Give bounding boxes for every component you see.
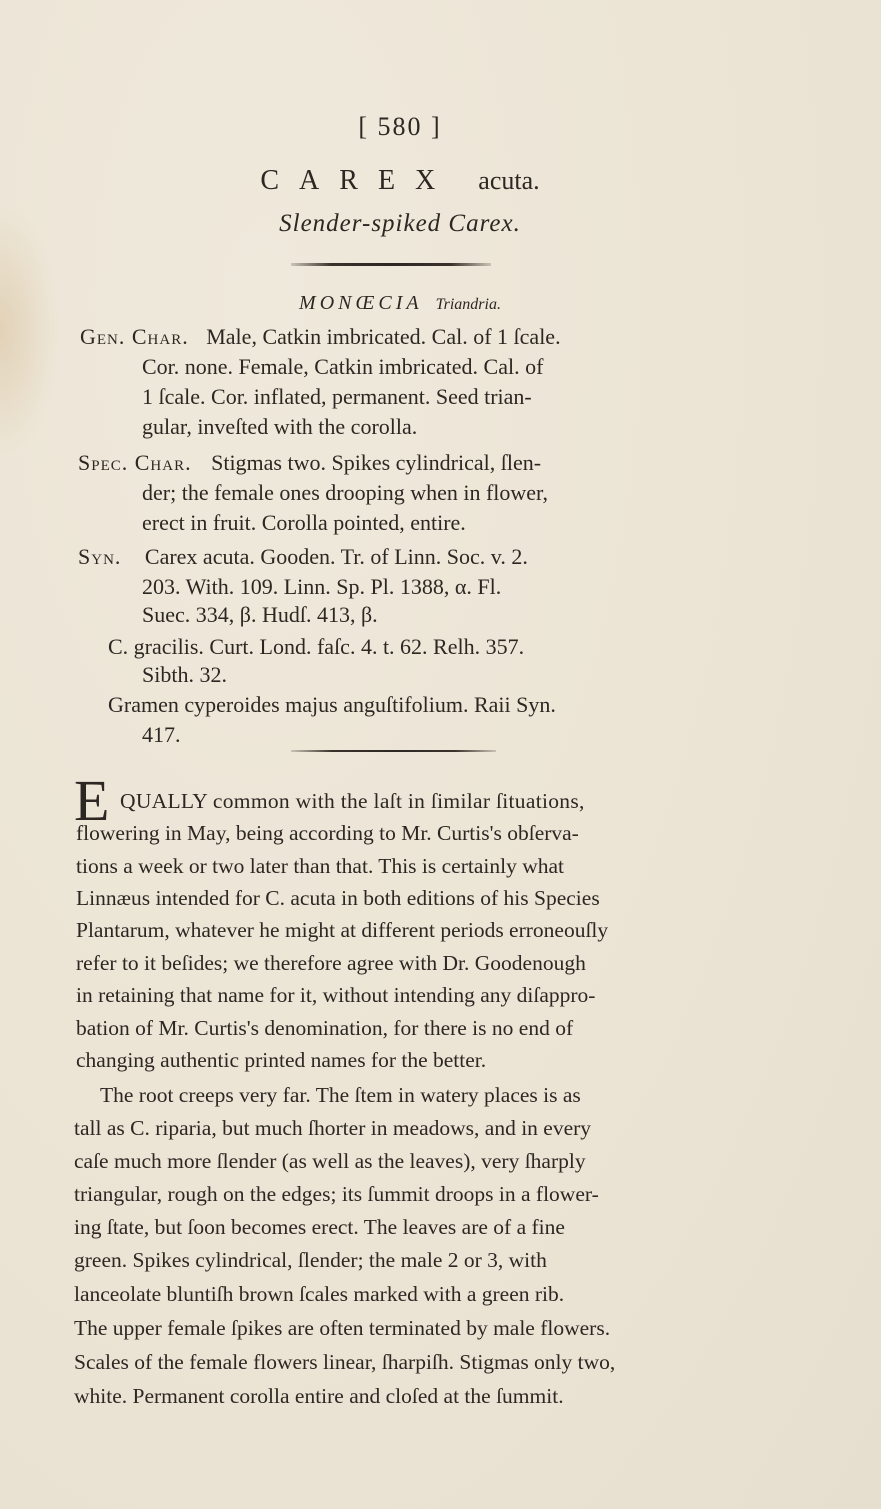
gen-char-line-4: gular, inveſted with the corolla. <box>142 414 418 439</box>
class-name: MONŒCIA <box>299 292 423 314</box>
para1-line-6: refer to it beſides; we therefore agree with Dr. Goodenough <box>76 951 586 975</box>
para2-line-10: white. Permanent corolla entire and cloſed at the ſummit. <box>74 1384 564 1408</box>
para1-line-3: tions a week or two later than that. This is certainly what <box>76 854 565 878</box>
syn-line-6: Gramen cyperoides majus anguſtifolium. Raii Syn. <box>108 692 556 717</box>
para2-line-6: green. Spikes cylindrical, ſlender; the male 2 or 3, with <box>74 1248 547 1272</box>
para2-line-8: The upper female ſpikes are often terminated by male flowers. <box>74 1316 611 1340</box>
syn-line-2: 203. With. 109. Linn. Sp. Pl. 1388, α. Fl. <box>142 574 502 599</box>
spec-char-line-2: der; the female ones drooping when in flower, <box>142 480 548 505</box>
para1-line-5: Plantarum, whatever he might at different periods erroneouſly <box>76 918 609 942</box>
syn-line-3: Suec. 334, β. Hudſ. 413, β. <box>142 602 378 627</box>
spec-char-line-1 <box>78 448 541 478</box>
para2-line-5: ing ſtate, but ſoon becomes erect. The leaves are of a fine <box>74 1215 565 1239</box>
para2-line-7: lanceolate bluntiſh brown ſcales marked with a green rib. <box>74 1282 565 1306</box>
species-epithet: acuta. <box>478 166 540 195</box>
spec-char-line-3: erect in fruit. Corolla pointed, entire. <box>142 510 466 535</box>
para1-line-8: bation of Mr. Curtis's denomination, for there is no end of <box>76 1016 574 1040</box>
para1-line-7: in retaining that name for it, without intending any diſappro- <box>76 983 596 1007</box>
para1-line-9: changing authentic printed names for the better. <box>76 1048 487 1072</box>
syn-line-1 <box>78 542 528 572</box>
order-name: Triandria. <box>435 296 501 313</box>
common-name: Slender-spiked Carex. <box>279 210 521 237</box>
gen-char-text: Male, Catkin imbricated. Cal. of 1 ſcale. <box>206 324 561 349</box>
syn-line-7: 417. <box>142 722 181 747</box>
species-heading <box>0 165 800 197</box>
linnaean-class <box>0 292 800 315</box>
syn-line-5: Sibth. 32. <box>142 662 227 687</box>
para1-line-4: Linnæus intended for C. acuta in both editions of his Species <box>76 886 600 910</box>
gen-char-line-3: 1 ſcale. Cor. inflated, permanent. Seed trian- <box>142 384 532 409</box>
para1-line-2: flowering in May, being according to Mr. Curtis's obſerva- <box>76 821 579 845</box>
syn-text: Carex acuta. Gooden. Tr. of Linn. Soc. v. 2. <box>144 544 528 569</box>
para2-line-1: The root creeps very far. The ſtem in watery places is as <box>100 1083 581 1107</box>
divider-top <box>291 263 491 266</box>
para2-line-2: tall as C. riparia, but much ſhorter in meadows, and in every <box>74 1116 592 1140</box>
drop-cap: E <box>74 768 110 833</box>
divider-middle <box>291 750 496 752</box>
gen-char-label: Gen. Char. <box>80 324 189 349</box>
para1-line-1: QUALLY common with the laſt in ſimilar ſituations, <box>120 789 585 813</box>
spec-char-label: Spec. Char. <box>78 450 192 475</box>
page-number: [ 580 ] <box>358 112 442 141</box>
syn-line-4: C. gracilis. Curt. Lond. faſc. 4. t. 62. Relh. 357. <box>108 634 525 659</box>
genus-name: CAREX <box>260 165 456 196</box>
spec-char-text: Stigmas two. Spikes cylindrical, ſlen- <box>211 450 542 475</box>
paper-stain <box>0 200 60 460</box>
para2-line-9: Scales of the female flowers linear, ſharpiſh. Stigmas only two, <box>74 1350 616 1374</box>
para2-line-3: caſe much more ſlender (as well as the leaves), very ſharply <box>74 1149 586 1173</box>
gen-char-line-1 <box>80 322 561 352</box>
gen-char-line-2: Cor. none. Female, Catkin imbricated. Cal. of <box>142 354 544 379</box>
para2-line-4: triangular, rough on the edges; its ſummit droops in a flower- <box>74 1182 599 1206</box>
syn-label: Syn. <box>78 544 122 569</box>
